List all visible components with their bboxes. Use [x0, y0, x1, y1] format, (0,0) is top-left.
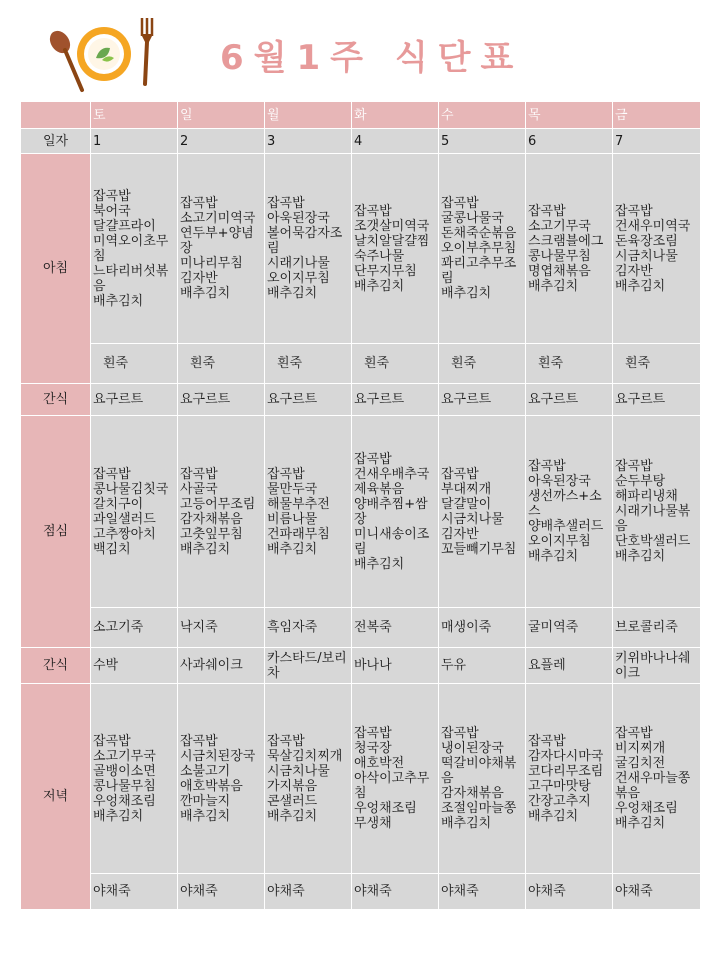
snack2-item: 바나나 — [352, 648, 439, 684]
lunch-porridge: 굴미역죽 — [526, 608, 613, 648]
dinner-menu: 잡곡밥 소고기무국 골뱅이소면 콩나물무침 우엉채조림 배추김치 — [91, 684, 178, 874]
lunch-porridge: 소고기죽 — [91, 608, 178, 648]
breakfast-menu: 잡곡밥 건새우미역국 돈육장조림 시금치나물 김자반 배추김치 — [613, 154, 701, 344]
snack1-item: 요구르트 — [91, 384, 178, 416]
dinner-menu: 잡곡밥 냉이된장국 떡갈비야채볶음 감자채볶음 조절임마늘쫑 배추김치 — [439, 684, 526, 874]
snack2-item: 키위바나나쉐이크 — [613, 648, 701, 684]
plate-fork-spoon-icon — [46, 14, 156, 98]
snack1-item: 요구르트 — [613, 384, 701, 416]
breakfast-porridge: 흰죽 — [352, 344, 439, 384]
date-cell: 1 — [91, 129, 178, 154]
breakfast-menu: 잡곡밥 굴콩나물국 돈채죽순볶음 오이부추무침 꽈리고추무조림 배추김치 — [439, 154, 526, 344]
breakfast-menu: 잡곡밥 소고기무국 스크램블에그 콩나물무침 명엽채볶음 배추김치 — [526, 154, 613, 344]
day-header: 토 — [91, 102, 178, 129]
snack1-item: 요구르트 — [526, 384, 613, 416]
dinner-porridge: 야채죽 — [91, 874, 178, 910]
breakfast-menu: 잡곡밥 아욱된장국 볼어묵감자조림 시래기나물 오이지무침 배추김치 — [265, 154, 352, 344]
lunch-row — [21, 416, 701, 608]
breakfast-porridge: 흰죽 — [91, 344, 178, 384]
lunch-menu: 잡곡밥 아욱된장국 생선까스+소스 양배추샐러드 오이지무침 배추김치 — [526, 416, 613, 608]
day-header-row — [21, 102, 701, 129]
lunch-menu: 잡곡밥 건새우배추국 제육볶음 양배추찜+쌈장 미니새송이조림 배추김치 — [352, 416, 439, 608]
date-cell: 6 — [526, 129, 613, 154]
breakfast-porridge: 흰죽 — [526, 344, 613, 384]
snack2-item: 수박 — [91, 648, 178, 684]
dinner-row — [21, 684, 701, 874]
lunch-porridge-row — [21, 608, 701, 648]
dinner-porridge: 야채죽 — [526, 874, 613, 910]
lunch-menu: 잡곡밥 사골국 고등어무조림 감자채볶음 고춧잎무침 배추김치 — [178, 416, 265, 608]
lunch-porridge: 매생이죽 — [439, 608, 526, 648]
lunch-menu: 잡곡밥 부대찌개 달걀말이 시금치나물 김자반 꼬들빼기무침 — [439, 416, 526, 608]
lunch-menu: 잡곡밥 물만두국 해물부추전 비름나물 건파래무침 배추김치 — [265, 416, 352, 608]
dinner-menu: 잡곡밥 비지찌개 굴김치전 건새우마늘쫑볶음 우엉채조림 배추김치 — [613, 684, 701, 874]
dinner-porridge: 야채죽 — [439, 874, 526, 910]
lunch-menu: 잡곡밥 순두부탕 해파리냉채 시래기나물볶음 단호박샐러드 배추김치 — [613, 416, 701, 608]
snack2-item: 카스타드/보리차 — [265, 648, 352, 684]
dinner-porridge: 야채죽 — [613, 874, 701, 910]
breakfast-porridge: 흰죽 — [265, 344, 352, 384]
day-header: 수 — [439, 102, 526, 129]
snack2-item: 요플레 — [526, 648, 613, 684]
lunch-label: 점심 — [21, 416, 91, 648]
date-cell: 2 — [178, 129, 265, 154]
lunch-porridge: 낙지죽 — [178, 608, 265, 648]
snack2-row — [21, 648, 701, 684]
dinner-menu: 잡곡밥 묵살김치찌개 시금치나물 가지볶음 콘샐러드 배추김치 — [265, 684, 352, 874]
day-header: 금 — [613, 102, 701, 129]
breakfast-label: 아침 — [21, 154, 91, 384]
dinner-menu: 잡곡밥 시금치된장국 소불고기 애호박볶음 깐마늘지 배추김치 — [178, 684, 265, 874]
breakfast-row — [21, 154, 701, 344]
date-cell: 5 — [439, 129, 526, 154]
day-header: 월 — [265, 102, 352, 129]
snack2-label: 간식 — [21, 648, 91, 684]
day-header: 목 — [526, 102, 613, 129]
breakfast-menu: 잡곡밥 소고기미역국 연두부+양념장 미나리무침 김자반 배추김치 — [178, 154, 265, 344]
date-cell: 4 — [352, 129, 439, 154]
lunch-porridge: 브로콜리죽 — [613, 608, 701, 648]
date-label: 일자 — [21, 129, 91, 154]
lunch-porridge: 흑임자죽 — [265, 608, 352, 648]
lunch-menu: 잡곡밥 콩나물김칫국 갈치구이 과일샐러드 고추짱아치 백김치 — [91, 416, 178, 608]
date-cell: 7 — [613, 129, 701, 154]
menu-table — [20, 101, 701, 910]
snack1-item: 요구르트 — [439, 384, 526, 416]
breakfast-porridge: 흰죽 — [178, 344, 265, 384]
dinner-label: 저녁 — [21, 684, 91, 910]
breakfast-porridge-row — [21, 344, 701, 384]
breakfast-porridge: 흰죽 — [439, 344, 526, 384]
snack1-label: 간식 — [21, 384, 91, 416]
snack1-item: 요구르트 — [178, 384, 265, 416]
snack1-row — [21, 384, 701, 416]
date-cell: 3 — [265, 129, 352, 154]
corner-cell — [21, 102, 91, 129]
day-header: 화 — [352, 102, 439, 129]
dinner-porridge-row — [21, 874, 701, 910]
lunch-porridge: 전복죽 — [352, 608, 439, 648]
header — [0, 0, 720, 100]
dinner-porridge: 야채죽 — [352, 874, 439, 910]
dinner-menu: 잡곡밥 감자다시마국 코다리무조림 고구마맛탕 간장고추지 배추김치 — [526, 684, 613, 874]
date-row — [21, 129, 701, 154]
day-header: 일 — [178, 102, 265, 129]
snack2-item: 사과쉐이크 — [178, 648, 265, 684]
breakfast-porridge: 흰죽 — [613, 344, 701, 384]
breakfast-menu: 잡곡밥 북어국 달걀프라이 미역오이초무침 느타리버섯볶음 배추김치 — [91, 154, 178, 344]
dinner-menu: 잡곡밥 청국장 애호박전 아삭이고추무침 우엉채조림 무생채 — [352, 684, 439, 874]
dinner-porridge: 야채죽 — [265, 874, 352, 910]
snack2-item: 두유 — [439, 648, 526, 684]
dinner-porridge: 야채죽 — [178, 874, 265, 910]
page-title: 6월1주 식단표 — [220, 38, 524, 78]
snack1-item: 요구르트 — [352, 384, 439, 416]
breakfast-menu: 잡곡밥 조갯살미역국 날치알달걀찜 숙주나물 단무지무침 배추김치 — [352, 154, 439, 344]
snack1-item: 요구르트 — [265, 384, 352, 416]
